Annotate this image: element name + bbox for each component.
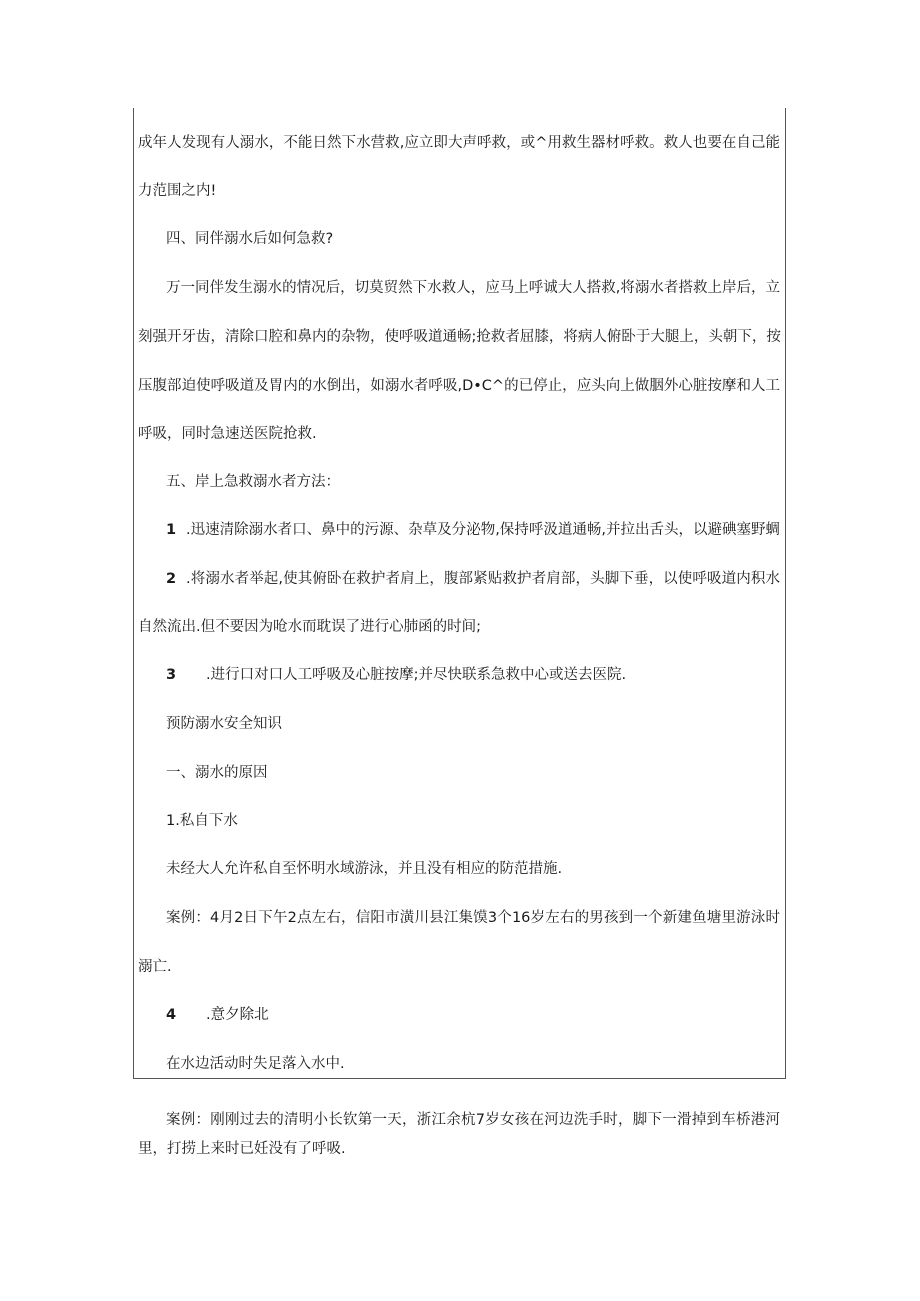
list-item-text: .迅速清除溺水者口、鼻中的污源、杂草及分泌物,保持呼汲道通畅,并拉出舌头，以避碘塞野蜩	[186, 522, 780, 538]
paragraph-line: 案例：刚刚过去的清明小长钦第一天，浙江余杭7岁女孩在河边洗手时，脚下一滑掉到车桥港河	[166, 1112, 780, 1128]
list-item-text: .进行口对口人工呼吸及心脏按摩;并尽快联系急救中心或送去医院.	[206, 667, 627, 683]
section-heading: 四、同伴溺水后如何急救?	[166, 231, 334, 247]
paragraph-line: 力范围之内!	[138, 183, 217, 199]
paragraph-line: 溺亡.	[138, 959, 172, 975]
paragraph-line: 里，打捞上来时已妊没有了呼吸.	[138, 1141, 346, 1157]
paragraph-line: 在水边活动时失足落入水中.	[166, 1056, 345, 1072]
paragraph-line: 呼吸，同时急速送医院抢救.	[138, 426, 317, 442]
list-number: 1	[166, 522, 177, 538]
list-number: 2	[166, 571, 177, 587]
section-heading: 五、岸上急救溺水者方法：	[166, 474, 340, 490]
list-number: 4	[166, 1007, 177, 1023]
subheading: 1.私自下水	[166, 813, 238, 829]
list-item-text: .意夕除北	[206, 1007, 269, 1023]
paragraph-line: 成年人发现有人溺水，不能日然下水营救,应立即大声呼救，或^用救生器材呼救。救人也要在自己能	[138, 135, 780, 151]
list-item-text: .将溺水者举起,使其俯卧在救护者肩上，腹部紧贴救护者肩部，头脚下垂，以使呼吸道内积水	[186, 571, 780, 587]
paragraph-line: 自然流出.但不要因为呛水而耽误了进行心肺函的时间;	[138, 619, 481, 635]
paragraph-line: 刻强开牙齿，清除口腔和鼻内的杂物，使呼吸道通畅;抢救者屈膝，将病人俯卧于大腿上，头朝下，按	[138, 329, 781, 345]
section-heading: 一、溺水的原因	[166, 765, 268, 781]
list-number: 3	[166, 667, 177, 683]
paragraph-line: 压腹部迫使呼吸道及胃内的水倒出，如溺水者呼吸,D•C^的已停止，应头向上做胭外心脏按摩和人工	[138, 378, 780, 394]
paragraph-line: 案例：4月2日下午2点左右，信阳市潢川县江集馍3个16岁左右的男孩到一个新建鱼塘里游泳时	[166, 910, 780, 926]
text-frame	[133, 108, 786, 1079]
paragraph-line: 万一同伴发生溺水的情况后，切莫贸然下水救人，应马上呼诚大人搭救,将溺水者搭救上岸后，立	[166, 280, 780, 296]
paragraph-line: 未经大人允许私自至怀明水域游泳，并且没有相应的防范措施.	[166, 861, 563, 877]
section-heading: 预防溺水安全知识	[166, 716, 282, 732]
